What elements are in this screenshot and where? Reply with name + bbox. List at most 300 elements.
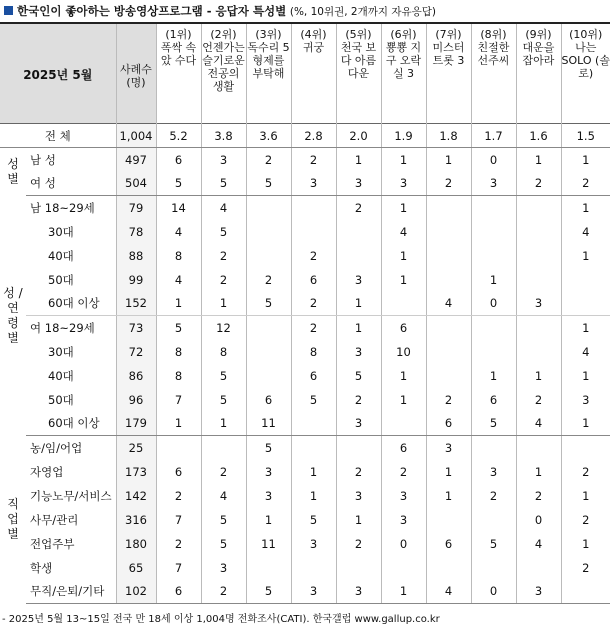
row-label: 남 18~29세 (30, 200, 95, 215)
sample-size-cell: 72 (116, 340, 156, 364)
value-cell: 1 (291, 460, 336, 484)
value-cell: 2 (471, 484, 516, 508)
table-row (0, 172, 610, 196)
value-cell: 4 (156, 268, 201, 292)
value-cell: 3 (471, 172, 516, 196)
value-cell: 2 (561, 172, 610, 196)
value-cell: 6 (291, 268, 336, 292)
value-cell: 3.8 (201, 124, 246, 148)
value-cell (471, 556, 516, 580)
value-cell: 1 (246, 508, 291, 532)
program-header (336, 23, 381, 124)
table-row (0, 412, 610, 436)
value-cell: 2 (516, 484, 561, 508)
group-label: 성 / 연 령 별 (3, 285, 23, 345)
table-row (0, 364, 610, 388)
value-cell: 2 (561, 508, 610, 532)
value-cell (426, 316, 471, 340)
row-label: 여 성 (26, 172, 116, 196)
value-cell: 1 (291, 484, 336, 508)
value-cell: 2 (561, 556, 610, 580)
table-row (0, 436, 610, 460)
row-label: 40대 (48, 368, 74, 383)
program-header (381, 23, 426, 124)
value-cell: 6 (471, 388, 516, 412)
row-label: 기능노무/서비스 (30, 488, 112, 503)
program-name: 미스터 트롯 3 (432, 41, 465, 67)
value-cell (246, 244, 291, 268)
program-name: 나는 SOLO (솔로) (561, 41, 610, 80)
table-row (0, 556, 610, 580)
value-cell: 3 (561, 388, 610, 412)
program-name: 천국 보다 아름 다운 (340, 41, 377, 80)
value-cell: 3 (336, 172, 381, 196)
value-cell (426, 244, 471, 268)
program-header (156, 23, 201, 124)
value-cell: 1 (471, 268, 516, 292)
value-cell: 3 (516, 580, 561, 604)
row-label: 50대 (48, 392, 74, 407)
value-cell: 2 (291, 244, 336, 268)
value-cell: 6 (426, 412, 471, 436)
value-cell: 7 (156, 556, 201, 580)
value-cell: 1 (381, 580, 426, 604)
sample-size-cell: 152 (116, 292, 156, 316)
value-cell: 1.5 (561, 124, 610, 148)
value-cell: 6 (156, 148, 201, 172)
value-cell (426, 364, 471, 388)
value-cell (471, 436, 516, 460)
footnote: - 2025년 5월 13~15일 전국 만 18세 이상 1,004명 전화조사(CATI). 한국갤럽 www.gallup.co.kr (2, 614, 440, 625)
value-cell: 2 (156, 484, 201, 508)
value-cell: 2 (381, 460, 426, 484)
value-cell (246, 340, 291, 364)
value-cell (516, 436, 561, 460)
value-cell (516, 340, 561, 364)
value-cell: 5 (201, 364, 246, 388)
value-cell: 2 (246, 268, 291, 292)
value-cell (561, 292, 610, 316)
row-label: 30대 (48, 344, 74, 359)
value-cell: 0 (471, 148, 516, 172)
value-cell: 3 (201, 556, 246, 580)
value-cell: 4 (381, 220, 426, 244)
value-cell: 6 (381, 436, 426, 460)
sample-size-cell: 173 (116, 460, 156, 484)
row-label: 30대 (48, 224, 74, 239)
value-cell (246, 556, 291, 580)
value-cell: 7 (156, 388, 201, 412)
sample-size-cell: 99 (116, 268, 156, 292)
value-cell: 1 (561, 316, 610, 340)
program-rank: (10위) (569, 28, 603, 41)
value-cell: 2 (156, 532, 201, 556)
value-cell: 5 (291, 508, 336, 532)
value-cell: 8 (201, 340, 246, 364)
value-cell: 1.9 (381, 124, 426, 148)
value-cell (426, 220, 471, 244)
sample-size-cell: 25 (116, 436, 156, 460)
value-cell: 6 (156, 460, 201, 484)
value-cell (246, 196, 291, 220)
value-cell: 4 (201, 484, 246, 508)
value-cell: 1 (201, 292, 246, 316)
value-cell: 3 (291, 580, 336, 604)
value-cell: 2 (336, 460, 381, 484)
value-cell: 1 (381, 244, 426, 268)
table-row (0, 220, 610, 244)
value-cell: 5 (201, 532, 246, 556)
value-cell: 2 (336, 388, 381, 412)
value-cell: 1 (426, 148, 471, 172)
value-cell: 5 (246, 172, 291, 196)
value-cell: 5 (201, 172, 246, 196)
value-cell: 5 (156, 316, 201, 340)
sample-size-cell: 316 (116, 508, 156, 532)
table-row (0, 580, 610, 604)
sample-size-cell: 504 (116, 172, 156, 196)
value-cell: 3 (516, 292, 561, 316)
value-cell: 1 (336, 292, 381, 316)
row-label: 사무/관리 (30, 512, 79, 527)
value-cell: 1 (516, 364, 561, 388)
value-cell: 3 (336, 412, 381, 436)
value-cell: 4 (156, 220, 201, 244)
value-cell: 5 (246, 436, 291, 460)
program-rank: (1위) (165, 28, 192, 41)
sample-size-cell: 86 (116, 364, 156, 388)
value-cell: 3 (471, 460, 516, 484)
value-cell: 1 (156, 412, 201, 436)
sample-size-cell: 497 (116, 148, 156, 172)
value-cell (291, 196, 336, 220)
value-cell: 5 (156, 172, 201, 196)
row-label: 자영업 (30, 464, 64, 479)
value-cell (336, 436, 381, 460)
value-cell: 5 (471, 532, 516, 556)
row-label: 농/임/어업 (30, 440, 83, 455)
value-cell: 0 (516, 508, 561, 532)
crosstab-table (0, 22, 610, 604)
program-name: 친절한 선주씨 (477, 41, 510, 67)
value-cell (381, 412, 426, 436)
value-cell: 3 (336, 340, 381, 364)
value-cell (246, 220, 291, 244)
sample-size-cell: 102 (116, 580, 156, 604)
value-cell (336, 220, 381, 244)
value-cell: 4 (426, 292, 471, 316)
value-cell: 3 (336, 268, 381, 292)
value-cell: 3 (291, 172, 336, 196)
value-cell: 3 (336, 580, 381, 604)
value-cell (516, 556, 561, 580)
value-cell (381, 556, 426, 580)
value-cell (471, 508, 516, 532)
value-cell: 1 (381, 196, 426, 220)
program-name: 뿅뿅 지구 오락실 3 (385, 41, 422, 80)
group-label: 직 업 별 (7, 497, 19, 541)
row-label: 60대 이상 (26, 292, 116, 316)
value-cell: 12 (201, 316, 246, 340)
value-cell (336, 244, 381, 268)
value-cell: 1 (516, 148, 561, 172)
program-rank: (5위) (345, 28, 372, 41)
value-cell: 8 (291, 340, 336, 364)
value-cell: 1 (156, 292, 201, 316)
value-cell: 3 (201, 148, 246, 172)
value-cell: 1 (381, 268, 426, 292)
value-cell: 2 (201, 244, 246, 268)
value-cell (156, 436, 201, 460)
value-cell: 2 (426, 388, 471, 412)
table-row (0, 484, 610, 508)
value-cell (246, 316, 291, 340)
value-cell: 5 (201, 220, 246, 244)
value-cell: 1 (381, 364, 426, 388)
value-cell: 14 (156, 196, 201, 220)
value-cell: 6 (291, 364, 336, 388)
value-cell: 1 (426, 484, 471, 508)
value-cell (291, 436, 336, 460)
value-cell: 10 (381, 340, 426, 364)
value-cell: 2 (426, 172, 471, 196)
sample-size-cell: 180 (116, 532, 156, 556)
value-cell: 1 (561, 412, 610, 436)
value-cell: 3.6 (246, 124, 291, 148)
value-cell: 2 (336, 196, 381, 220)
program-name: 대운을 잡아라 (522, 41, 555, 67)
value-cell (471, 316, 516, 340)
program-name: 독수리 5형제를 부탁해 (247, 41, 290, 80)
value-cell (291, 220, 336, 244)
value-cell: 4 (516, 532, 561, 556)
value-cell: 11 (246, 412, 291, 436)
title-sub: (%, 10위권, 2개까지 자유응답) (289, 6, 437, 18)
value-cell: 1 (561, 364, 610, 388)
value-cell: 0 (471, 580, 516, 604)
value-cell (471, 244, 516, 268)
value-cell (291, 412, 336, 436)
value-cell: 2 (201, 580, 246, 604)
value-cell: 8 (156, 364, 201, 388)
value-cell: 5 (471, 412, 516, 436)
value-cell: 5 (291, 388, 336, 412)
program-rank: (2위) (210, 28, 237, 41)
program-rank: (6위) (390, 28, 417, 41)
value-cell: 1 (336, 148, 381, 172)
value-cell: 1 (516, 460, 561, 484)
value-cell (426, 340, 471, 364)
program-name: 귀궁 (302, 41, 325, 54)
table-row (0, 532, 610, 556)
value-cell: 2 (291, 148, 336, 172)
table-row (0, 508, 610, 532)
row-label: 남 성 (30, 152, 56, 167)
value-cell: 11 (246, 532, 291, 556)
value-cell (471, 196, 516, 220)
table-row (0, 244, 610, 268)
value-cell: 6 (156, 580, 201, 604)
row-label: 학생 (30, 560, 53, 575)
value-cell: 1 (561, 196, 610, 220)
value-cell: 0 (381, 532, 426, 556)
value-cell: 2 (516, 388, 561, 412)
sample-size-cell: 73 (116, 316, 156, 340)
program-header (471, 23, 516, 124)
value-cell (561, 436, 610, 460)
value-cell: 4 (516, 412, 561, 436)
value-cell: 3 (426, 436, 471, 460)
value-cell (201, 436, 246, 460)
value-cell: 2 (336, 532, 381, 556)
table-row (0, 124, 610, 148)
value-cell (471, 340, 516, 364)
value-cell: 1 (561, 532, 610, 556)
table-row (0, 388, 610, 412)
value-cell: 2 (516, 172, 561, 196)
value-cell: 2 (291, 292, 336, 316)
value-cell: 6 (426, 532, 471, 556)
row-label: 여 18~29세 (30, 320, 95, 335)
value-cell (471, 220, 516, 244)
value-cell (561, 580, 610, 604)
value-cell: 1.6 (516, 124, 561, 148)
value-cell: 1 (561, 244, 610, 268)
value-cell (516, 244, 561, 268)
program-header (291, 23, 336, 124)
program-header (201, 23, 246, 124)
value-cell: 4 (426, 580, 471, 604)
value-cell: 1 (381, 148, 426, 172)
value-cell: 3 (246, 484, 291, 508)
program-rank: (8위) (480, 28, 507, 41)
sample-size-cell: 79 (116, 196, 156, 220)
value-cell: 2 (291, 316, 336, 340)
value-cell: 5 (336, 364, 381, 388)
row-label: 60대 이상 (26, 412, 116, 436)
sample-size-cell: 78 (116, 220, 156, 244)
table-row (0, 292, 610, 316)
value-cell: 3 (336, 484, 381, 508)
value-cell: 6 (246, 388, 291, 412)
header-row (0, 23, 610, 124)
value-cell: 6 (381, 316, 426, 340)
value-cell: 2 (201, 460, 246, 484)
value-cell: 4 (561, 340, 610, 364)
table-row (0, 316, 610, 340)
program-header (561, 23, 610, 124)
value-cell: 2 (561, 460, 610, 484)
value-cell: 1 (201, 412, 246, 436)
value-cell: 1 (381, 388, 426, 412)
value-cell: 5 (246, 580, 291, 604)
value-cell (561, 268, 610, 292)
program-rank: (7위) (435, 28, 462, 41)
value-cell: 3 (381, 508, 426, 532)
value-cell: 4 (201, 196, 246, 220)
value-cell: 5 (246, 292, 291, 316)
table-row (0, 268, 610, 292)
table-body (0, 124, 610, 604)
value-cell (381, 292, 426, 316)
value-cell: 0 (471, 292, 516, 316)
value-cell: 3 (246, 460, 291, 484)
program-rank: (9위) (525, 28, 552, 41)
program-rank: (3위) (255, 28, 282, 41)
value-cell (426, 268, 471, 292)
program-rank: (4위) (300, 28, 327, 41)
value-cell (516, 268, 561, 292)
value-cell (426, 508, 471, 532)
table-row (0, 460, 610, 484)
value-cell: 1 (561, 148, 610, 172)
value-cell: 5 (201, 388, 246, 412)
sample-size-cell: 65 (116, 556, 156, 580)
value-cell: 3 (291, 532, 336, 556)
program-header (516, 23, 561, 124)
value-cell (516, 316, 561, 340)
survey-date-header: 2025년 5월 (0, 23, 116, 124)
value-cell (291, 556, 336, 580)
value-cell (336, 556, 381, 580)
value-cell: 2.8 (291, 124, 336, 148)
row-label: 전업주부 (30, 536, 75, 551)
table-row (0, 196, 610, 220)
program-name: 폭싹 속았 수다 (160, 41, 197, 67)
value-cell (246, 364, 291, 388)
sample-size-cell: 179 (116, 412, 156, 436)
report-title (4, 3, 436, 21)
row-label: 40대 (48, 248, 74, 263)
value-cell: 1 (336, 508, 381, 532)
program-name: 언젠가는 슬기로운 전공의 생활 (202, 41, 245, 93)
value-cell: 2 (246, 148, 291, 172)
value-cell (426, 556, 471, 580)
value-cell: 1.8 (426, 124, 471, 148)
value-cell: 1 (471, 364, 516, 388)
sample-size-cell: 96 (116, 388, 156, 412)
value-cell (516, 220, 561, 244)
value-cell: 3 (381, 484, 426, 508)
value-cell: 8 (156, 340, 201, 364)
value-cell: 1 (561, 484, 610, 508)
value-cell: 1.7 (471, 124, 516, 148)
value-cell: 8 (156, 244, 201, 268)
row-label: 무직/은퇴/기타 (26, 580, 116, 604)
program-header (426, 23, 471, 124)
value-cell: 4 (561, 220, 610, 244)
row-label: 전 체 (0, 124, 116, 148)
value-cell (426, 196, 471, 220)
row-label: 50대 (48, 272, 74, 287)
value-cell: 5.2 (156, 124, 201, 148)
sample-size-header: 사례수 (명) (116, 23, 156, 124)
group-label: 성 별 (7, 156, 19, 186)
table-row (0, 148, 610, 172)
value-cell (516, 196, 561, 220)
program-header (246, 23, 291, 124)
table-row (0, 340, 610, 364)
sample-size-cell: 1,004 (116, 124, 156, 148)
value-cell: 2 (201, 268, 246, 292)
value-cell: 1 (336, 316, 381, 340)
value-cell: 7 (156, 508, 201, 532)
value-cell: 1 (426, 460, 471, 484)
value-cell: 3 (381, 172, 426, 196)
sample-size-cell: 142 (116, 484, 156, 508)
sample-size-cell: 88 (116, 244, 156, 268)
value-cell: 2.0 (336, 124, 381, 148)
